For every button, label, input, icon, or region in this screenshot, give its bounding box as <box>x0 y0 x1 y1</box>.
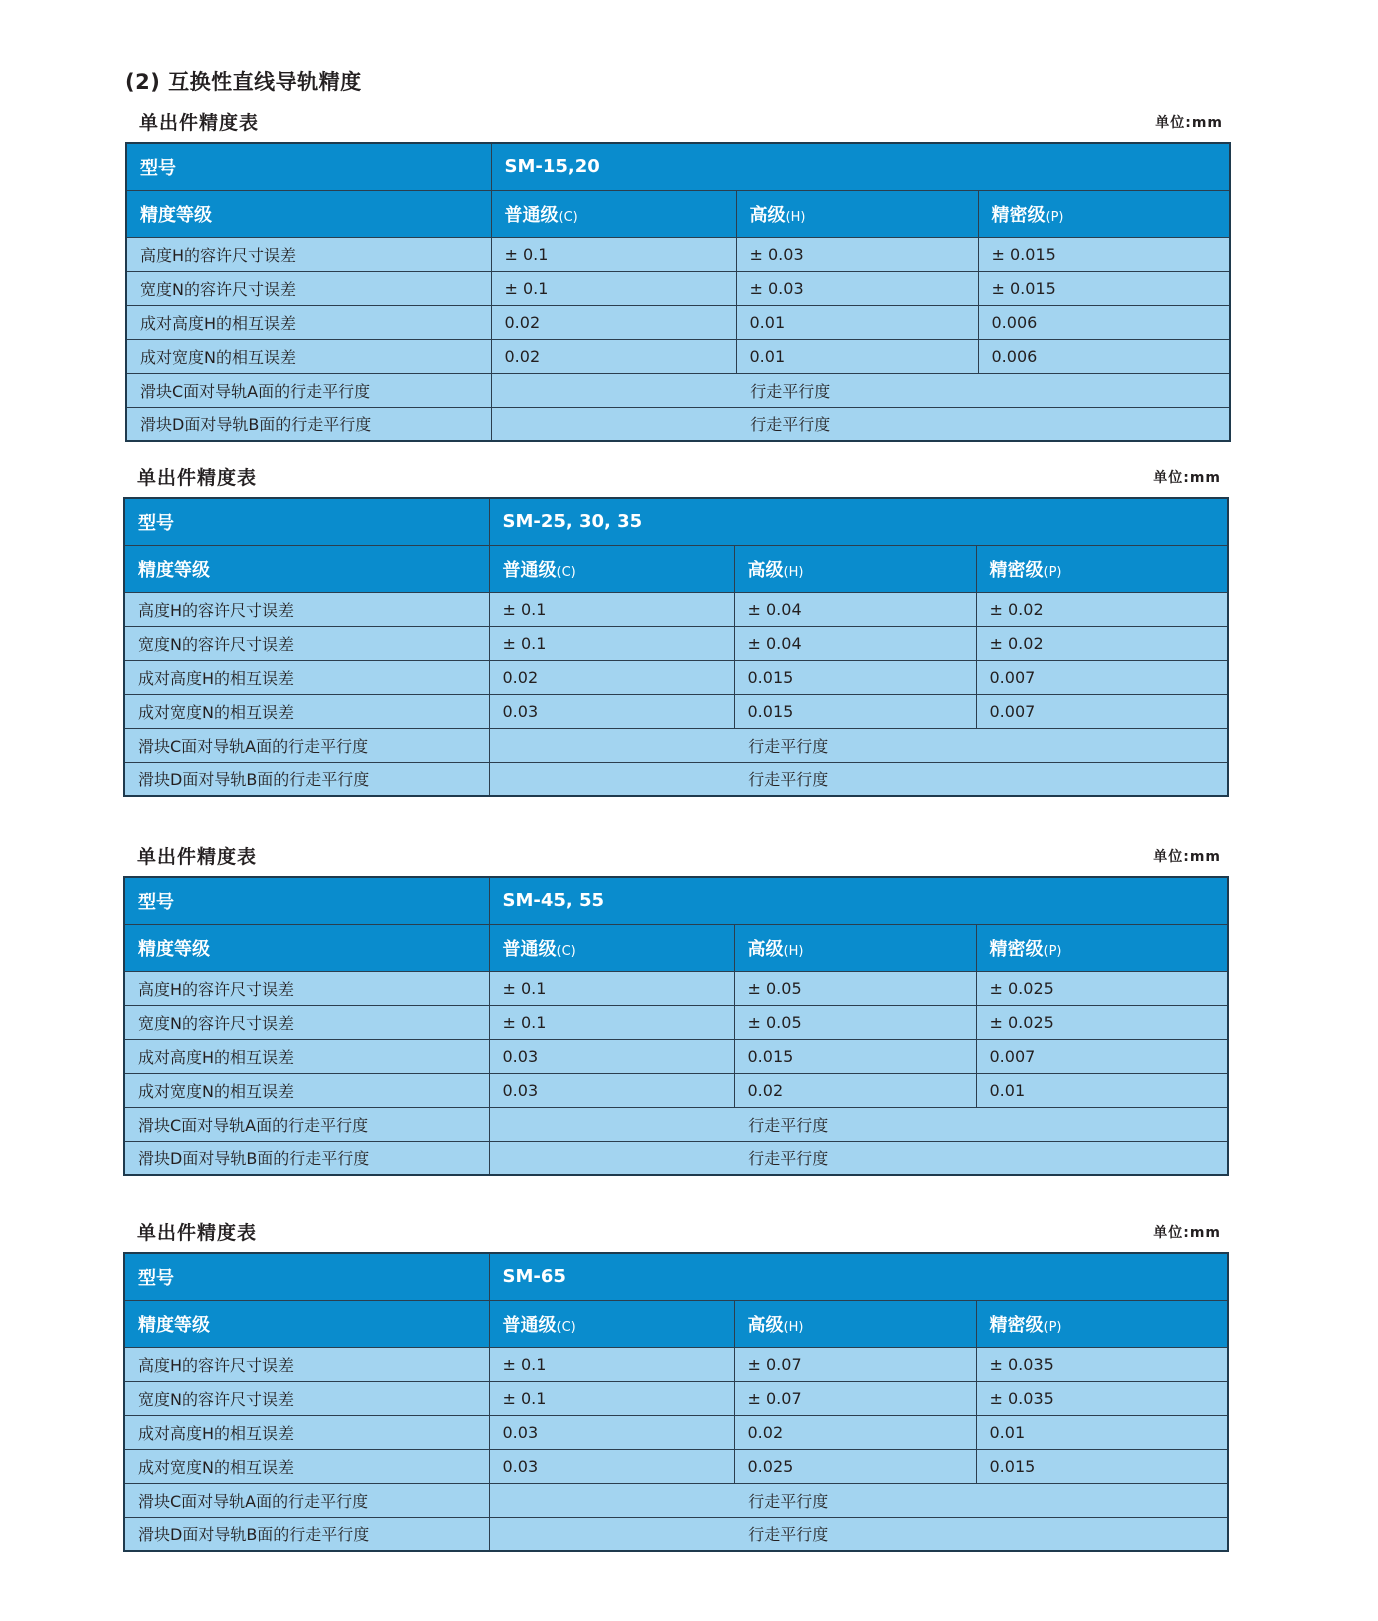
cell-value: 0.015 <box>734 1039 976 1073</box>
span-value: 行走平行度 <box>489 762 1228 796</box>
table-row <box>126 271 1230 305</box>
cell-value: 0.01 <box>976 1073 1228 1107</box>
row-label: 成对宽度N的相互误差 <box>124 694 489 728</box>
block-header <box>123 838 1227 876</box>
cell-value: ± 0.035 <box>976 1347 1228 1381</box>
grade-name: 精密级 <box>989 1314 1044 1336</box>
model-label: 型号 <box>124 498 489 545</box>
grade-code: (P) <box>1043 943 1062 959</box>
row-label: 高度H的容许尺寸误差 <box>124 1347 489 1381</box>
table-row <box>124 1073 1228 1107</box>
table-row <box>124 1107 1228 1141</box>
table-title: 单出件精度表 <box>137 1222 258 1244</box>
grade-code: (C) <box>556 564 576 580</box>
table-row <box>124 1039 1228 1073</box>
grade-name: 普通级 <box>502 559 557 581</box>
grade-label: 精度等级 <box>124 924 489 971</box>
grade-label: 精度等级 <box>124 545 489 592</box>
cell-value: 0.03 <box>489 1415 734 1449</box>
table-row <box>124 626 1228 660</box>
row-label: 成对高度H的相互误差 <box>124 660 489 694</box>
cell-value: ± 0.1 <box>491 237 736 271</box>
table-row <box>124 762 1228 796</box>
row-label: 滑块D面对导轨B面的行走平行度 <box>124 1141 489 1175</box>
cell-value: 0.01 <box>976 1415 1228 1449</box>
span-value: 行走平行度 <box>489 1483 1228 1517</box>
row-label: 滑块D面对导轨B面的行走平行度 <box>124 1517 489 1551</box>
grade-name: 高级 <box>749 204 786 226</box>
table-row <box>124 694 1228 728</box>
row-label: 成对高度H的相互误差 <box>126 305 491 339</box>
grade-precision <box>976 545 1228 592</box>
grade-precision <box>978 190 1230 237</box>
cell-value: 0.007 <box>976 1039 1228 1073</box>
unit-label: 单位:mm <box>1153 470 1221 486</box>
cell-value: ± 0.04 <box>734 592 976 626</box>
table-row <box>124 592 1228 626</box>
grade-name: 精密级 <box>989 938 1044 960</box>
cell-value: 0.007 <box>976 660 1228 694</box>
grade-name: 精密级 <box>989 559 1044 581</box>
grade-label: 精度等级 <box>126 190 491 237</box>
cell-value: 0.006 <box>978 305 1230 339</box>
table-row <box>124 1381 1228 1415</box>
row-label: 成对高度H的相互误差 <box>124 1039 489 1073</box>
grade-row <box>124 1300 1228 1347</box>
grade-label: 精度等级 <box>124 1300 489 1347</box>
row-label: 高度H的容许尺寸误差 <box>126 237 491 271</box>
table-row <box>124 1449 1228 1483</box>
precision-block-sm25-35 <box>123 459 1227 797</box>
cell-value: 0.015 <box>734 660 976 694</box>
table-row <box>126 305 1230 339</box>
model-label: 型号 <box>126 143 491 190</box>
page-title: (2) 互换性直线导轨精度 <box>125 70 362 94</box>
block-header <box>123 459 1227 497</box>
table-title: 单出件精度表 <box>137 467 258 489</box>
block-header <box>123 1214 1227 1252</box>
model-value: SM-25, 30, 35 <box>489 498 1228 545</box>
cell-value: ± 0.1 <box>489 1005 734 1039</box>
row-label: 滑块C面对导轨A面的行走平行度 <box>124 1483 489 1517</box>
row-label: 宽度N的容许尺寸误差 <box>124 626 489 660</box>
cell-value: ± 0.03 <box>736 237 978 271</box>
span-value: 行走平行度 <box>489 1141 1228 1175</box>
precision-table <box>123 876 1229 1176</box>
grade-name: 高级 <box>747 938 784 960</box>
grade-code: (H) <box>785 209 806 225</box>
grade-name: 高级 <box>747 1314 784 1336</box>
row-label: 成对宽度N的相互误差 <box>124 1449 489 1483</box>
grade-high <box>734 1300 976 1347</box>
precision-block-sm15-20 <box>125 104 1229 442</box>
grade-high <box>736 190 978 237</box>
grade-high <box>734 545 976 592</box>
table-row <box>124 1415 1228 1449</box>
row-label: 滑块C面对导轨A面的行走平行度 <box>124 728 489 762</box>
table-row <box>124 1141 1228 1175</box>
grade-normal <box>489 1300 734 1347</box>
grade-name: 普通级 <box>504 204 559 226</box>
table-row <box>126 373 1230 407</box>
model-row <box>124 1253 1228 1300</box>
row-label: 成对宽度N的相互误差 <box>124 1073 489 1107</box>
cell-value: 0.03 <box>489 1039 734 1073</box>
cell-value: ± 0.02 <box>976 592 1228 626</box>
cell-value: ± 0.1 <box>489 971 734 1005</box>
cell-value: ± 0.1 <box>489 592 734 626</box>
grade-code: (P) <box>1043 564 1062 580</box>
table-row <box>126 339 1230 373</box>
unit-label: 单位:mm <box>1155 115 1223 131</box>
table-title: 单出件精度表 <box>139 112 260 134</box>
precision-table <box>123 1252 1229 1552</box>
cell-value: ± 0.1 <box>489 1347 734 1381</box>
cell-value: 0.03 <box>489 1073 734 1107</box>
unit-label: 单位:mm <box>1153 849 1221 865</box>
cell-value: ± 0.07 <box>734 1381 976 1415</box>
cell-value: ± 0.015 <box>978 237 1230 271</box>
precision-table <box>125 142 1231 442</box>
row-label: 滑块C面对导轨A面的行走平行度 <box>126 373 491 407</box>
model-row <box>124 498 1228 545</box>
grade-name: 精密级 <box>991 204 1046 226</box>
row-label: 滑块C面对导轨A面的行走平行度 <box>124 1107 489 1141</box>
table-row <box>126 237 1230 271</box>
grade-code: (H) <box>783 564 804 580</box>
grade-name: 普通级 <box>502 938 557 960</box>
row-label: 宽度N的容许尺寸误差 <box>124 1005 489 1039</box>
model-label: 型号 <box>124 877 489 924</box>
table-row <box>124 971 1228 1005</box>
grade-code: (P) <box>1045 209 1064 225</box>
grade-row <box>126 190 1230 237</box>
cell-value: 0.015 <box>734 694 976 728</box>
unit-label: 单位:mm <box>1153 1225 1221 1241</box>
model-value: SM-45, 55 <box>489 877 1228 924</box>
row-label: 滑块D面对导轨B面的行走平行度 <box>124 762 489 796</box>
cell-value: 0.03 <box>489 694 734 728</box>
precision-block-sm65 <box>123 1214 1227 1552</box>
cell-value: ± 0.025 <box>976 1005 1228 1039</box>
grade-row <box>124 924 1228 971</box>
table-row <box>124 660 1228 694</box>
cell-value: 0.02 <box>734 1415 976 1449</box>
cell-value: ± 0.035 <box>976 1381 1228 1415</box>
table-row <box>124 1517 1228 1551</box>
span-value: 行走平行度 <box>489 1107 1228 1141</box>
cell-value: 0.02 <box>734 1073 976 1107</box>
cell-value: 0.007 <box>976 694 1228 728</box>
span-value: 行走平行度 <box>489 1517 1228 1551</box>
precision-block-sm45-55 <box>123 838 1227 1176</box>
grade-code: (C) <box>556 943 576 959</box>
grade-precision <box>976 924 1228 971</box>
grade-high <box>734 924 976 971</box>
table-row <box>124 1347 1228 1381</box>
span-value: 行走平行度 <box>491 407 1230 441</box>
model-row <box>126 143 1230 190</box>
cell-value: 0.01 <box>736 339 978 373</box>
model-value: SM-65 <box>489 1253 1228 1300</box>
table-row <box>124 728 1228 762</box>
cell-value: 0.025 <box>734 1449 976 1483</box>
cell-value: 0.02 <box>491 305 736 339</box>
cell-value: ± 0.03 <box>736 271 978 305</box>
cell-value: 0.006 <box>978 339 1230 373</box>
cell-value: ± 0.07 <box>734 1347 976 1381</box>
row-label: 成对高度H的相互误差 <box>124 1415 489 1449</box>
cell-value: ± 0.1 <box>491 271 736 305</box>
table-title: 单出件精度表 <box>137 846 258 868</box>
cell-value: 0.02 <box>491 339 736 373</box>
span-value: 行走平行度 <box>491 373 1230 407</box>
model-label: 型号 <box>124 1253 489 1300</box>
block-header <box>125 104 1229 142</box>
row-label: 宽度N的容许尺寸误差 <box>124 1381 489 1415</box>
table-row <box>124 1005 1228 1039</box>
table-row <box>124 1483 1228 1517</box>
model-value: SM-15,20 <box>491 143 1230 190</box>
row-label: 滑块D面对导轨B面的行走平行度 <box>126 407 491 441</box>
table-row <box>126 407 1230 441</box>
grade-code: (C) <box>556 1319 576 1335</box>
grade-precision <box>976 1300 1228 1347</box>
span-value: 行走平行度 <box>489 728 1228 762</box>
grade-code: (H) <box>783 1319 804 1335</box>
cell-value: 0.015 <box>976 1449 1228 1483</box>
precision-table <box>123 497 1229 797</box>
row-label: 成对宽度N的相互误差 <box>126 339 491 373</box>
cell-value: ± 0.025 <box>976 971 1228 1005</box>
cell-value: 0.02 <box>489 660 734 694</box>
cell-value: ± 0.02 <box>976 626 1228 660</box>
grade-row <box>124 545 1228 592</box>
cell-value: ± 0.04 <box>734 626 976 660</box>
cell-value: ± 0.05 <box>734 1005 976 1039</box>
grade-code: (P) <box>1043 1319 1062 1335</box>
grade-normal <box>489 545 734 592</box>
grade-name: 高级 <box>747 559 784 581</box>
grade-name: 普通级 <box>502 1314 557 1336</box>
row-label: 宽度N的容许尺寸误差 <box>126 271 491 305</box>
grade-code: (C) <box>558 209 578 225</box>
cell-value: ± 0.1 <box>489 626 734 660</box>
cell-value: 0.01 <box>736 305 978 339</box>
cell-value: ± 0.015 <box>978 271 1230 305</box>
row-label: 高度H的容许尺寸误差 <box>124 971 489 1005</box>
model-row <box>124 877 1228 924</box>
cell-value: 0.03 <box>489 1449 734 1483</box>
cell-value: ± 0.05 <box>734 971 976 1005</box>
row-label: 高度H的容许尺寸误差 <box>124 592 489 626</box>
grade-code: (H) <box>783 943 804 959</box>
grade-normal <box>489 924 734 971</box>
cell-value: ± 0.1 <box>489 1381 734 1415</box>
grade-normal <box>491 190 736 237</box>
